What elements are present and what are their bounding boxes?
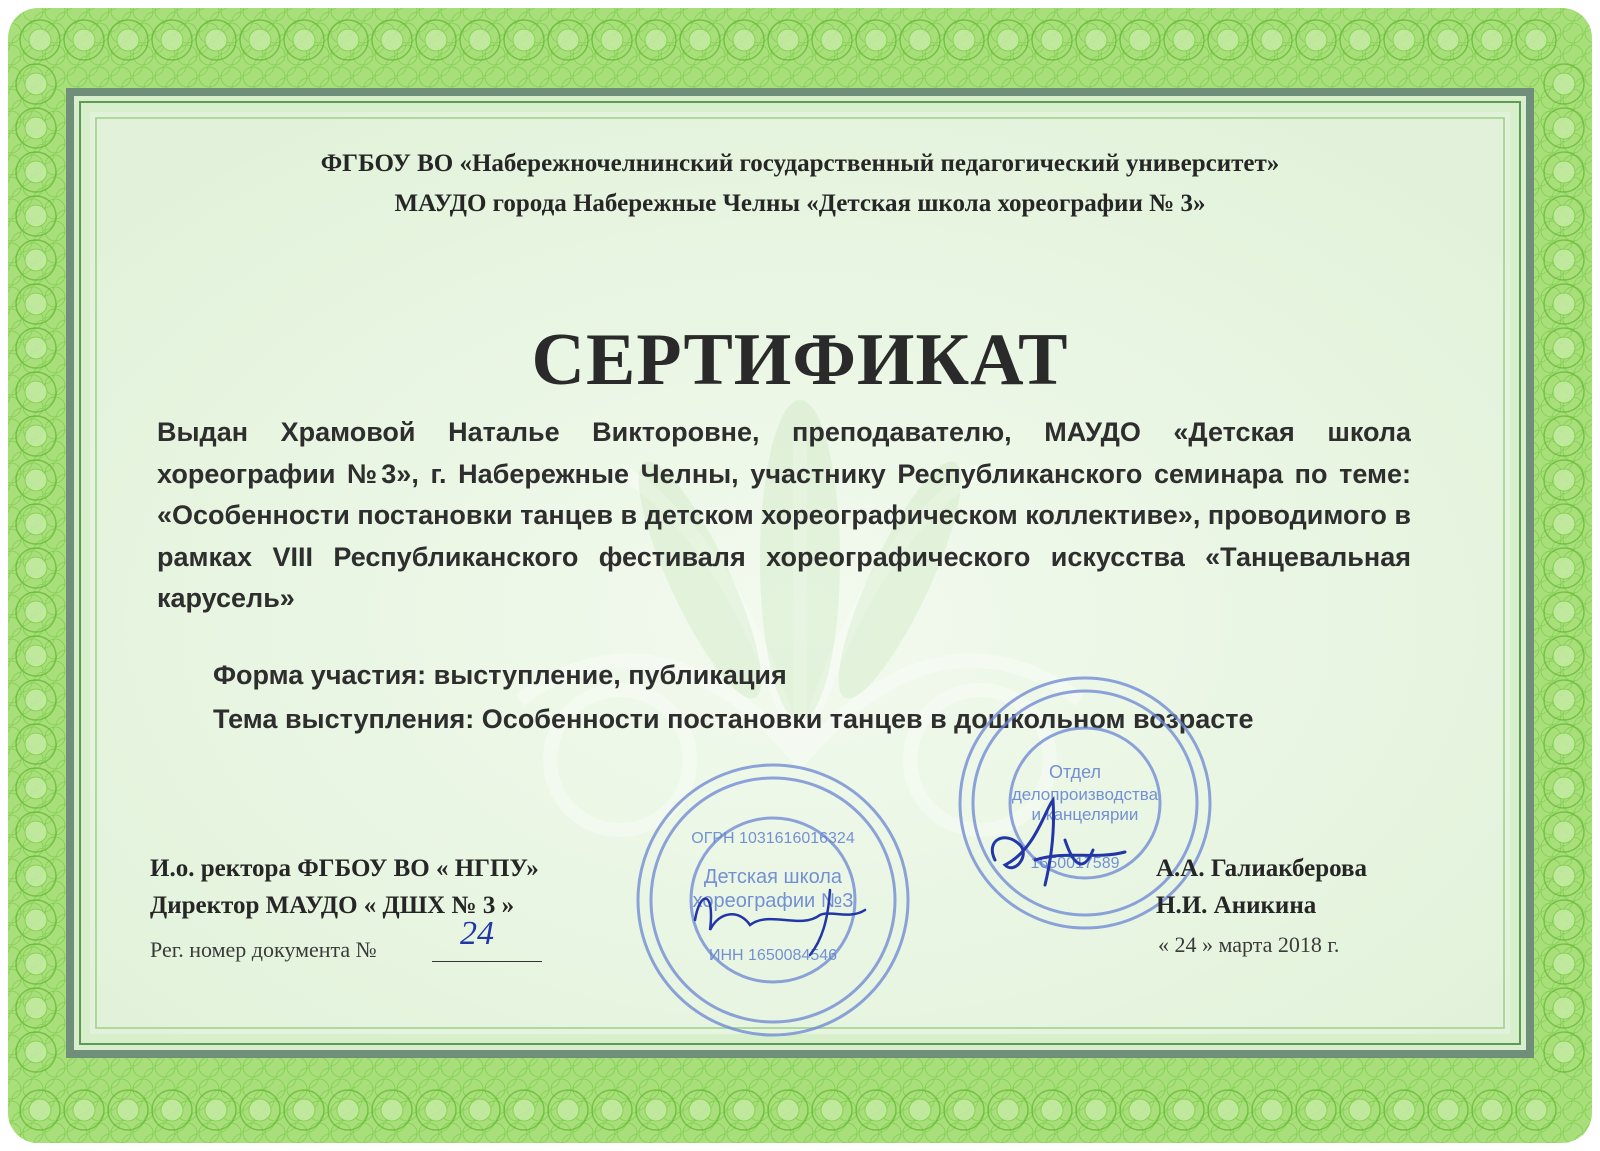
registration-number: 24 <box>460 915 494 952</box>
border-scallop-core <box>1217 1099 1239 1121</box>
rector-title: И.о. ректора ФГБОУ ВО « НГПУ» <box>150 855 539 882</box>
border-scallop-core <box>1481 1099 1503 1121</box>
border-scallop-core <box>25 557 47 579</box>
border-scallop-core <box>1553 425 1575 447</box>
border-scallop-core <box>205 1099 227 1121</box>
border-scallop-core <box>689 1099 711 1121</box>
border-scallop-core <box>1261 1099 1283 1121</box>
border-scallop-core <box>161 1099 183 1121</box>
border-scallop-core <box>997 1099 1019 1121</box>
border-scallop-core <box>953 1099 975 1121</box>
stamp-text: и канцелярии <box>1031 805 1139 824</box>
border-scallop-core <box>1553 821 1575 843</box>
border-scallop-core <box>1305 1099 1327 1121</box>
border-scallop-core <box>1553 117 1575 139</box>
border-scallop-core <box>513 29 535 51</box>
director-title: Директор МАУДО « ДШХ № 3 » <box>150 892 515 919</box>
border-scallop-core <box>601 1099 623 1121</box>
border-scallop-core <box>337 1099 359 1121</box>
border-scallop-core <box>1553 865 1575 887</box>
border-scallop-core <box>25 953 47 975</box>
border-scallop-core <box>425 1099 447 1121</box>
body-line: карусель» <box>157 583 295 613</box>
border-scallop-core <box>1261 29 1283 51</box>
border-scallop-core <box>1553 733 1575 755</box>
border-scallop-core <box>25 777 47 799</box>
border-scallop-core <box>249 1099 271 1121</box>
border-scallop-core <box>25 689 47 711</box>
border-scallop-core <box>1525 1099 1547 1121</box>
stamp-text: 1650017589 <box>1030 855 1120 872</box>
stamp-text: Отдел <box>1048 762 1102 782</box>
border-scallop-core <box>25 733 47 755</box>
border-scallop-core <box>1553 645 1575 667</box>
border-scallop-core <box>513 1099 535 1121</box>
border-scallop-core <box>1305 29 1327 51</box>
border-scallop-core <box>381 29 403 51</box>
border-scallop-core <box>1217 29 1239 51</box>
border-scallop-core <box>25 997 47 1019</box>
border-scallop-core <box>1129 1099 1151 1121</box>
border-scallop-core <box>1393 1099 1415 1121</box>
stamp-text: делопроизводства <box>1011 785 1159 804</box>
border-scallop-core <box>1437 1099 1459 1121</box>
border-scallop-core <box>117 29 139 51</box>
border-scallop-core <box>25 1041 47 1063</box>
border-scallop-core <box>29 1099 51 1121</box>
border-scallop-core <box>1481 29 1503 51</box>
border-scallop-core <box>1349 1099 1371 1121</box>
border-scallop-core <box>997 29 1019 51</box>
border-scallop-core <box>1041 1099 1063 1121</box>
border-scallop-core <box>425 29 447 51</box>
stamp-text: хореографии №3 <box>692 890 854 912</box>
border-scallop-core <box>1553 557 1575 579</box>
border-scallop-core <box>73 29 95 51</box>
border-scallop-core <box>953 29 975 51</box>
border-scallop-core <box>117 1099 139 1121</box>
registration-label: Рег. номер документа № <box>150 937 377 962</box>
border-scallop-core <box>293 1099 315 1121</box>
body-line: рамках VIII Республиканского фестиваля хореографического искусства «Танцевальная <box>157 541 1411 572</box>
participation-form: Форма участия: выступление, публикация <box>213 660 787 690</box>
border-scallop-core <box>25 249 47 271</box>
border-scallop-core <box>645 29 667 51</box>
border-scallop-core <box>337 29 359 51</box>
border-scallop-core <box>249 29 271 51</box>
certificate-title: СЕРТИФИКАТ <box>531 319 1069 401</box>
body-line: «Особенности постановки танцев в детском хореографическом коллективе», проводимого в <box>157 500 1411 530</box>
border-scallop-core <box>909 1099 931 1121</box>
border-scallop-core <box>293 29 315 51</box>
border-scallop-core <box>469 29 491 51</box>
border-scallop-core <box>1553 249 1575 271</box>
border-scallop-core <box>1553 469 1575 491</box>
border-scallop-core <box>821 29 843 51</box>
rector-name: А.А. Галиакберова <box>1156 855 1368 882</box>
registration-underline <box>432 961 542 962</box>
border-scallop-core <box>1553 601 1575 623</box>
border-scallop-core <box>733 29 755 51</box>
border-scallop-core <box>1553 513 1575 535</box>
border-scallop-core <box>469 1099 491 1121</box>
border-scallop-core <box>1553 73 1575 95</box>
header-university: ФГБОУ ВО «Набережночелнинский государственный педагогический университет» <box>320 150 1280 177</box>
border-scallop-core <box>25 73 47 95</box>
border-scallop-core <box>865 29 887 51</box>
body-line: хореографии №3», г. Набережные Челны, участнику Республиканского семинара по теме: <box>157 458 1411 489</box>
presentation-topic: Тема выступления: Особенности постановки танцев в дошкольном возрасте <box>213 704 1254 734</box>
border-scallop-core <box>601 29 623 51</box>
border-scallop-core <box>25 293 47 315</box>
stamp-text: ИНН 1650084546 <box>708 947 838 964</box>
stamp-text: Детская школа <box>703 866 843 888</box>
border-scallop-core <box>381 1099 403 1121</box>
rector-signature <box>975 790 1155 910</box>
border-scallop-core <box>73 1099 95 1121</box>
border-scallop-core <box>557 29 579 51</box>
border-scallop-core <box>777 29 799 51</box>
border-scallop-core <box>821 1099 843 1121</box>
issue-date: « 24 » марта 2018 г. <box>1158 932 1340 957</box>
border-scallop-core <box>909 29 931 51</box>
header-school: МАУДО города Набережные Челны «Детская школа хореографии № 3» <box>394 190 1206 217</box>
border-scallop-core <box>25 601 47 623</box>
border-scallop-core <box>689 29 711 51</box>
border-scallop-core <box>1553 1041 1575 1063</box>
border-scallop-core <box>1553 997 1575 1019</box>
border-scallop-core <box>25 865 47 887</box>
border-scallop-core <box>25 645 47 667</box>
border-scallop-core <box>1393 29 1415 51</box>
certificate-body <box>157 412 1411 620</box>
border-scallop-core <box>645 1099 667 1121</box>
border-scallop-core <box>1129 29 1151 51</box>
border-scallop-core <box>25 513 47 535</box>
border-scallop-core <box>25 469 47 491</box>
border-scallop-core <box>1173 29 1195 51</box>
border-scallop-core <box>1553 909 1575 931</box>
border-scallop-core <box>1553 777 1575 799</box>
border-scallop-core <box>1349 29 1371 51</box>
border-scallop-core <box>865 1099 887 1121</box>
border-scallop-core <box>25 117 47 139</box>
border-scallop-core <box>1085 1099 1107 1121</box>
border-scallop-core <box>25 909 47 931</box>
director-signature <box>680 880 880 960</box>
border-scallop-core <box>1553 689 1575 711</box>
border-scallop-core <box>1085 29 1107 51</box>
body-line: Выдан Храмовой Наталье Викторовне, преподавателю, МАУДО «Детская школа <box>157 417 1411 447</box>
border-scallop-core <box>25 821 47 843</box>
border-scallop-core <box>205 29 227 51</box>
border-scallop-core <box>1525 29 1547 51</box>
border-scallop-core <box>1437 29 1459 51</box>
border-scallop-core <box>1041 29 1063 51</box>
border-scallop-core <box>733 1099 755 1121</box>
stamp-text: ОГРН 1031616016324 <box>691 830 855 847</box>
border-scallop-core <box>161 29 183 51</box>
border-scallop-core <box>777 1099 799 1121</box>
border-scallop-core <box>1553 953 1575 975</box>
border-scallop-core <box>1173 1099 1195 1121</box>
border-scallop-core <box>25 425 47 447</box>
border-scallop-core <box>557 1099 579 1121</box>
director-name: Н.И. Аникина <box>1156 892 1317 919</box>
border-scallop-core <box>29 29 51 51</box>
border-scallop-core <box>1553 293 1575 315</box>
